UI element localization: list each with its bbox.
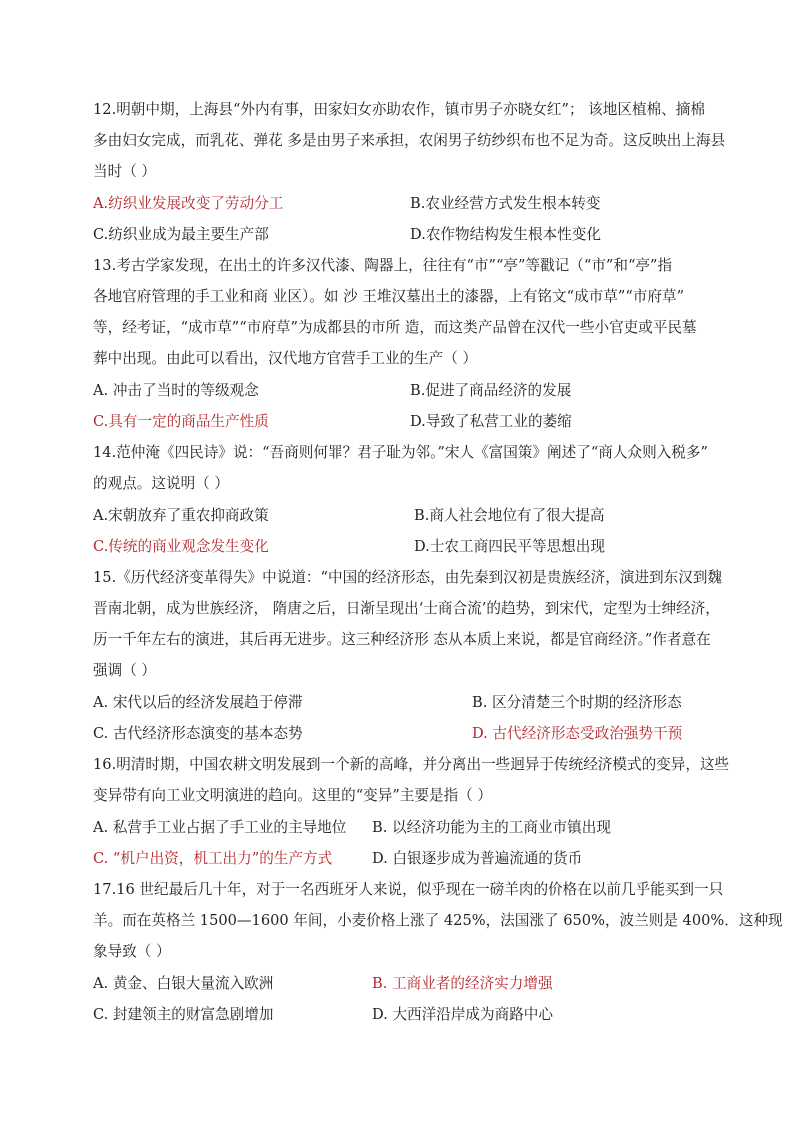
question-13-option-d: D.导致了私营工业的萎缩: [410, 413, 572, 430]
question-14-option-c: C.传统的商业观念发生变化: [93, 538, 269, 555]
question-12-option-b: B.农业经营方式发生根本转变: [410, 195, 601, 212]
question-15-option-b: B. 区分清楚三个时期的经济形态: [472, 694, 682, 711]
question-17-line-3: 象导致（ ）: [93, 943, 171, 960]
question-17-option-a: A. 黄金、白银大量流入欧洲: [93, 975, 274, 992]
question-17-option-c: C. 封建领主的财富急剧增加: [93, 1006, 274, 1023]
question-13-line-4: 葬中出现。由此可以看出，汉代地方官营手工业的生产（ ）: [93, 350, 478, 367]
question-15-line-3: 历一千年左右的演进，其后再无进步。这三种经济形 态从本质上来说，都是官商经济。”作者意在: [93, 631, 711, 648]
question-12-option-c: C.纺织业成为最主要生产部: [93, 226, 269, 243]
question-14-line-2: 的观点。这说明（ ）: [93, 475, 229, 492]
question-12-line-1: 12.明朝中期，上海县“外内有事，田家妇女亦助农作，镇市男子亦晓女红”； 该地区植棉、摘棉: [93, 101, 705, 118]
question-12-line-3: 当时（ ）: [93, 163, 157, 180]
question-12-option-d: D.农作物结构发生根本性变化: [410, 226, 601, 243]
question-13-line-1: 13.考古学家发现，在出土的许多汉代漆、陶器上，往往有“市”“亭”等戳记（“市”和“亭”指: [93, 257, 673, 274]
question-14-option-a: A.宋朝放弃了重农抑商政策: [93, 507, 269, 524]
question-16-option-b: B. 以经济功能为主的工商业市镇出现: [372, 819, 611, 836]
question-15-option-d: D. 古代经济形态受政治强势干预: [472, 725, 683, 742]
question-17-option-b: B. 工商业者的经济实力增强: [372, 975, 553, 992]
question-13-option-b: B.促进了商品经济的发展: [410, 382, 572, 399]
question-16-option-d: D. 白银逐步成为普遍流通的货币: [372, 850, 583, 867]
question-16-line-1: 16.明清时期，中国农耕文明发展到一个新的高峰，并分离出一些迥异于传统经济模式的变异，这些: [93, 756, 730, 773]
question-17-option-d: D. 大西洋沿岸成为商路中心: [372, 1006, 553, 1023]
question-15-option-c: C. 古代经济形态演变的基本态势: [93, 725, 303, 742]
question-15-line-2: 晋南北朝，成为世族经济， 隋唐之后，日渐呈现出‘士商合流’的趋势，到宋代，定型为士绅经济，: [93, 600, 720, 617]
question-16-option-c: C. “机户出资，机工出力”的生产方式: [93, 850, 333, 867]
question-12-line-2: 多由妇女完成，而乳花、弹花 多是由男子来承担，农闲男子纺纱织布也不足为奇。这反映出上海县: [93, 132, 726, 149]
question-17-line-2: 羊。而在英格兰 1500—1600 年间，小麦价格上涨了 425%，法国涨了 650%，波兰则是 400%．这种现: [93, 912, 783, 929]
question-13-option-c: C.具有一定的商品生产性质: [93, 413, 269, 430]
question-13-line-3: 等，经考证，“成市草”“市府草”为成都县的市所 造，而这类产品曾在汉代一些小官吏或平民墓: [93, 319, 697, 336]
question-17-line-1: 17.16 世纪最后几十年，对于一名西班牙人来说，似乎现在一磅羊肉的价格在以前几乎能买到一只: [93, 881, 724, 898]
question-13-option-a: A. 冲击了当时的等级观念: [93, 382, 259, 399]
question-14-option-b: B.商人社会地位有了很大提高: [414, 507, 605, 524]
question-13-line-2: 各地官府管理的手工业和商 业区）。如 沙 王堆汉墓出土的漆器，上有铭文“成市草”“市府草”: [93, 288, 685, 305]
question-12-option-a: A.纺织业发展改变了劳动分工: [93, 195, 284, 212]
question-15-line-1: 15.《历代经济变革得失》中说道：“中国的经济形态，由先秦到汉初是贵族经济，演进到东汉到魏: [93, 569, 723, 586]
question-14-option-d: D.士农工商四民平等思想出现: [414, 538, 605, 555]
question-15-line-4: 强调（ ）: [93, 662, 157, 679]
question-15-option-a: A. 宋代以后的经济发展趋于停滞: [93, 694, 303, 711]
question-14-line-1: 14.范仲淹《四民诗》说：“吾商则何罪？君子耻为邻。”宋人《富国策》阐述了“商人众则入税多”: [93, 444, 708, 461]
question-16-option-a: A. 私营手工业占据了手工业的主导地位: [93, 819, 347, 836]
question-16-line-2: 变异带有向工业文明演进的趋向。这里的“变异”主要是指（ ）: [93, 787, 493, 804]
